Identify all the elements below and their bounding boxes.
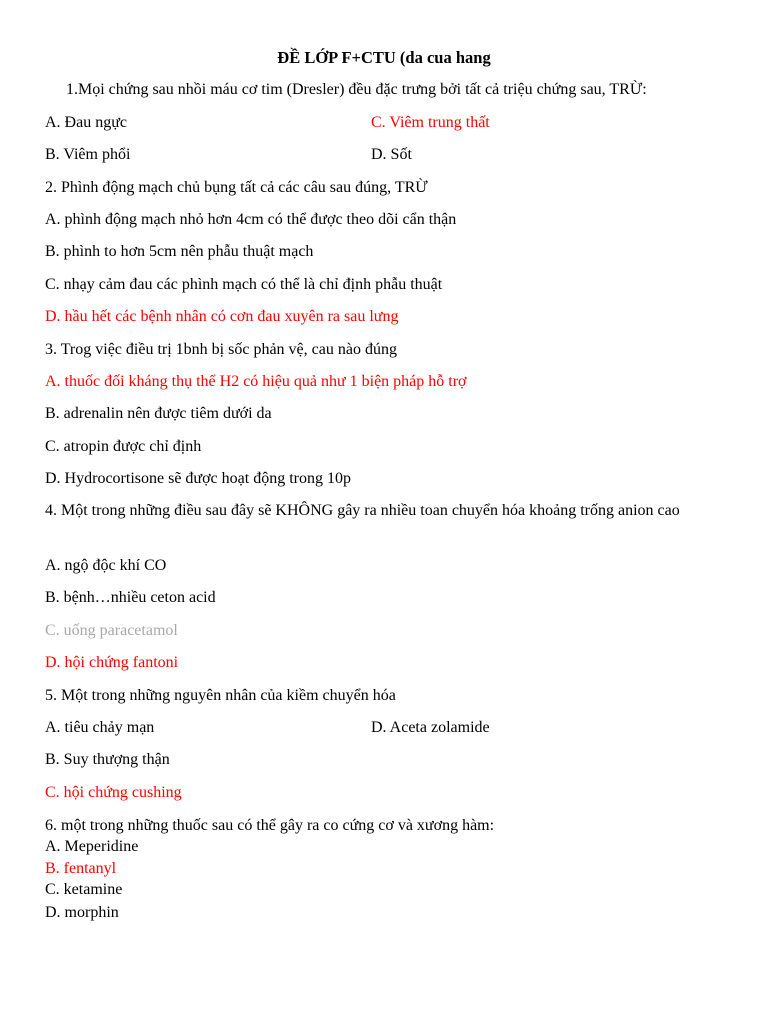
- q1-option-b: B. Viêm phổi: [45, 146, 131, 163]
- q2-option-a: A. phình động mạch nhỏ hơn 4cm có thể được theo dõi cẩn thận: [45, 211, 457, 228]
- q2-option-d: D. hầu hết các bệnh nhân có cơn đau xuyên ra sau lưng: [45, 308, 399, 325]
- page-title: ĐỀ LỚP F+CTU (da cua hang: [277, 48, 491, 67]
- q6-option-c: C. ketamine: [45, 881, 123, 898]
- q2-option-b: B. phình to hơn 5cm nên phẫu thuật mạch: [45, 243, 314, 260]
- q4-option-d: D. hội chứng fantoni: [45, 654, 179, 671]
- q3-option-a: A. thuốc đối kháng thụ thể H2 có hiệu quả như 1 biện pháp hỗ trợ: [45, 373, 467, 390]
- question-6-stem: 6. một trong những thuốc sau có thể gây ra co cứng cơ và xương hàm:: [45, 817, 495, 834]
- q5-option-a: A. tiêu chảy mạn: [45, 719, 155, 736]
- question-2-stem: 2. Phình động mạch chủ bụng tất cả các câu sau đúng, TRỪ: [45, 179, 428, 196]
- q5-option-d: D. Aceta zolamide: [371, 719, 490, 736]
- q3-option-d: D. Hydrocortisone sẽ được hoạt động trong 10p: [45, 470, 351, 487]
- q5-option-b: B. Suy thượng thận: [45, 751, 170, 768]
- q1-option-d: D. Sốt: [371, 146, 412, 163]
- q3-option-c: C. atropin được chỉ định: [45, 438, 202, 455]
- q4-option-b: B. bệnh…nhiều ceton acid: [45, 589, 216, 606]
- question-5-stem: 5. Một trong những nguyên nhân của kiềm chuyển hóa: [45, 687, 396, 704]
- question-3-stem: 3. Trog việc điều trị 1bnh bị sốc phản vệ, cau nào đúng: [45, 341, 397, 358]
- q2-option-c: C. nhạy cảm đau các phình mạch có thể là chỉ định phẫu thuật: [45, 276, 443, 293]
- q1-option-c: C. Viêm trung thất: [371, 114, 490, 131]
- q1-option-a: A. Đau ngực: [45, 114, 127, 131]
- q4-option-a: A. ngộ độc khí CO: [45, 557, 167, 574]
- question-1-stem: 1.Mọi chứng sau nhồi máu cơ tim (Dresler) đều đặc trưng bởi tất cả triệu chứng sau, TRỪ:: [66, 81, 647, 98]
- question-4-stem: 4. Một trong những điều sau đây sẽ KHÔNG gây ra nhiều toan chuyển hóa khoảng trống anion cao: [45, 502, 680, 519]
- q5-option-c: C. hội chứng cushing: [45, 784, 182, 801]
- q6-option-a: A. Meperidine: [45, 838, 139, 855]
- q3-option-b: B. adrenalin nên được tiêm dưới da: [45, 405, 272, 422]
- q4-option-c: C. uống paracetamol: [45, 622, 178, 639]
- q6-option-d: D. morphin: [45, 904, 119, 921]
- q6-option-b: B. fentanyl: [45, 860, 117, 877]
